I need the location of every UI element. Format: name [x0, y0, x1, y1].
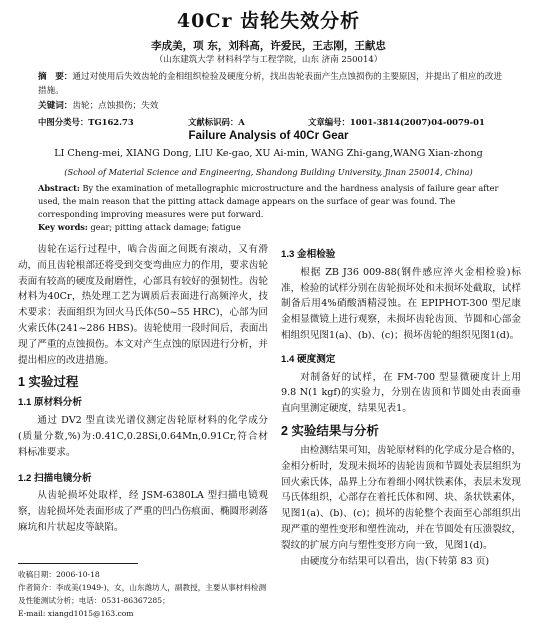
keywords-cn-label: 关键词： [38, 101, 73, 111]
english-abstract-text: By the examination of metallographic microstructure and the hardness analysis of failure gear after used, the main reason that the pitting attack damage appears on the surface of gear was found. The corresponding improving measures were put forward. [38, 183, 499, 219]
abstract-cn-text: 通过对使用后失效齿轮的金相组织检验及硬度分析，找出齿轮表面产生点蚀损伤的主要原因，并提出了相应的改进措施。 [38, 72, 503, 96]
abstract-cn [38, 70, 508, 98]
english-abstract-label: Abstract: [38, 183, 80, 193]
section-2-text-2: 由硬度分布结果可以看出，齿(下转第 83 页) [300, 555, 490, 567]
received-date: 收稿日期：2006-10-18 [18, 570, 100, 579]
author-email: E-mail: xiangd1015@163.com [18, 609, 134, 618]
english-keywords-label: Key words: [38, 222, 88, 232]
section-1-1-text: 通过 DV2 型直读光谱仪测定齿轮原材料的化学成分(质量分数,%)为:0.41C,0.28Si,0.64Mn,0.91Cr,符合材料标准要求。 [18, 415, 268, 458]
keywords-cn [38, 99, 508, 111]
paper-title: 40Cr 齿轮失效分析 [176, 10, 361, 32]
document-code: 文献标识码：A [188, 117, 245, 127]
english-title: Failure Analysis of 40Cr Gear [188, 130, 349, 142]
section-1-3-heading: 1.3 金相检验 [281, 249, 336, 260]
section-2-heading: 2 实验结果与分析 [281, 423, 379, 438]
footnote [18, 568, 268, 620]
english-keywords [38, 222, 508, 232]
english-affiliation: (School of Material Science and Engineering, Shandong Building University, Jinan 250014, China) [64, 167, 473, 177]
footnote-rule [18, 563, 138, 564]
intro-paragraph: 齿轮在运行过程中，啮合齿面之间既有滚动，又有滑动，而且齿轮根部还将受到交变弯曲应力的作用，要求齿轮表面有较高的硬度及耐磨性，心部具有较好的强韧性。齿轮材料为40Cr，热处理工艺为调质后表面进行高频淬火，技术要求：表面组织为回火马氏体(50~55 HRC)，心部为回火索氏体(241~286 HBS)。齿轮使用一段时间后，表面出现了严重的点蚀损伤。本文对产生点蚀的原因进行分析，并提出相应的改进措施。 [18, 244, 268, 366]
section-1-4-text: 对制备好的试样，在 FM-700 型显微硬度计上用 9.8 N(1 kgf)的实验力，分别在齿顶和节圆处由表面垂直向里测定硬度，结果见表1。 [281, 371, 521, 415]
section-1-2-heading: 1.2 扫描电镜分析 [18, 472, 92, 484]
article-number: 文章编号：1001-3814(2007)04-0079-01 [308, 117, 485, 127]
keywords-cn-text: 齿轮；点蚀损伤；失效 [72, 101, 159, 111]
section-2-text-1: 由检测结果可知，齿轮原材料的化学成分是合格的，金相分析时，发现未损坏的齿轮齿顶和节圆处表层组织为回火索氏体，晶界上分布着细小网状铁素体，表层未发现马氏体组织，心部存在着托氏体和网、块、条状铁素体，见图1(a)、(b)、(c)；损坏的齿轮整个表面至心部组织出现严重的塑性变形和塑性流动，并在节圆处有压溃裂纹，裂纹的扩展方向与塑性变形方向一致，见图1(d)。 [281, 444, 521, 551]
english-keywords-text: gear; pitting attack damage; fatigue [90, 222, 241, 232]
section-1-2-text: 从齿轮损坏处取样，经 JSM-6380LA 型扫描电镜观察，齿轮损坏处表面形成了严重的凹凸伤痕面、椭圆形剥落麻坑和片状起皮等缺陷。 [18, 490, 268, 533]
section-1-4-heading: 1.4 硬度测定 [281, 353, 336, 365]
affiliation-cn: （山东建筑大学 材料科学与工程学院，山东 济南 250014） [154, 55, 383, 65]
author-bio: 作者简介：李成美(1949-)，女，山东潍坊人，副教授，主要从事材料检测及性能测试分析；电话：0531-86367285； [18, 583, 267, 605]
right-column [281, 242, 521, 569]
section-1-heading: 1 实验过程 [18, 375, 79, 390]
english-authors: LI Cheng-mei, XIANG Dong, LIU Ke-gao, XU Ai-min, WANG Zhi-gang,WANG Xian-zhong [54, 148, 483, 159]
clc-number: 中图分类号：TG162.73 [38, 117, 134, 127]
section-1-3-text: 根据 ZB J36 009-88(钢件感应淬火金相检验)标准，检验的试样分别在齿轮损坏处和未损坏处截取，试样制备后用4%硝酸酒精浸蚀。在 EPIPHOT-300 型尼康金相显微镜上进行观察，未损坏齿轮齿顶、节圆和心部金相组织见图1(a)、(b)、(c)；损坏齿轮的组织见图1(d)。 [281, 266, 521, 341]
english-abstract [38, 182, 508, 221]
section-1-1-heading: 1.1 原材料分析 [18, 397, 82, 409]
authors-cn: 李成美，项 东，刘科高，许爱民，王志刚，王献忠 [151, 40, 386, 52]
abstract-cn-label: 摘 要： [38, 72, 73, 82]
left-column [18, 242, 268, 536]
